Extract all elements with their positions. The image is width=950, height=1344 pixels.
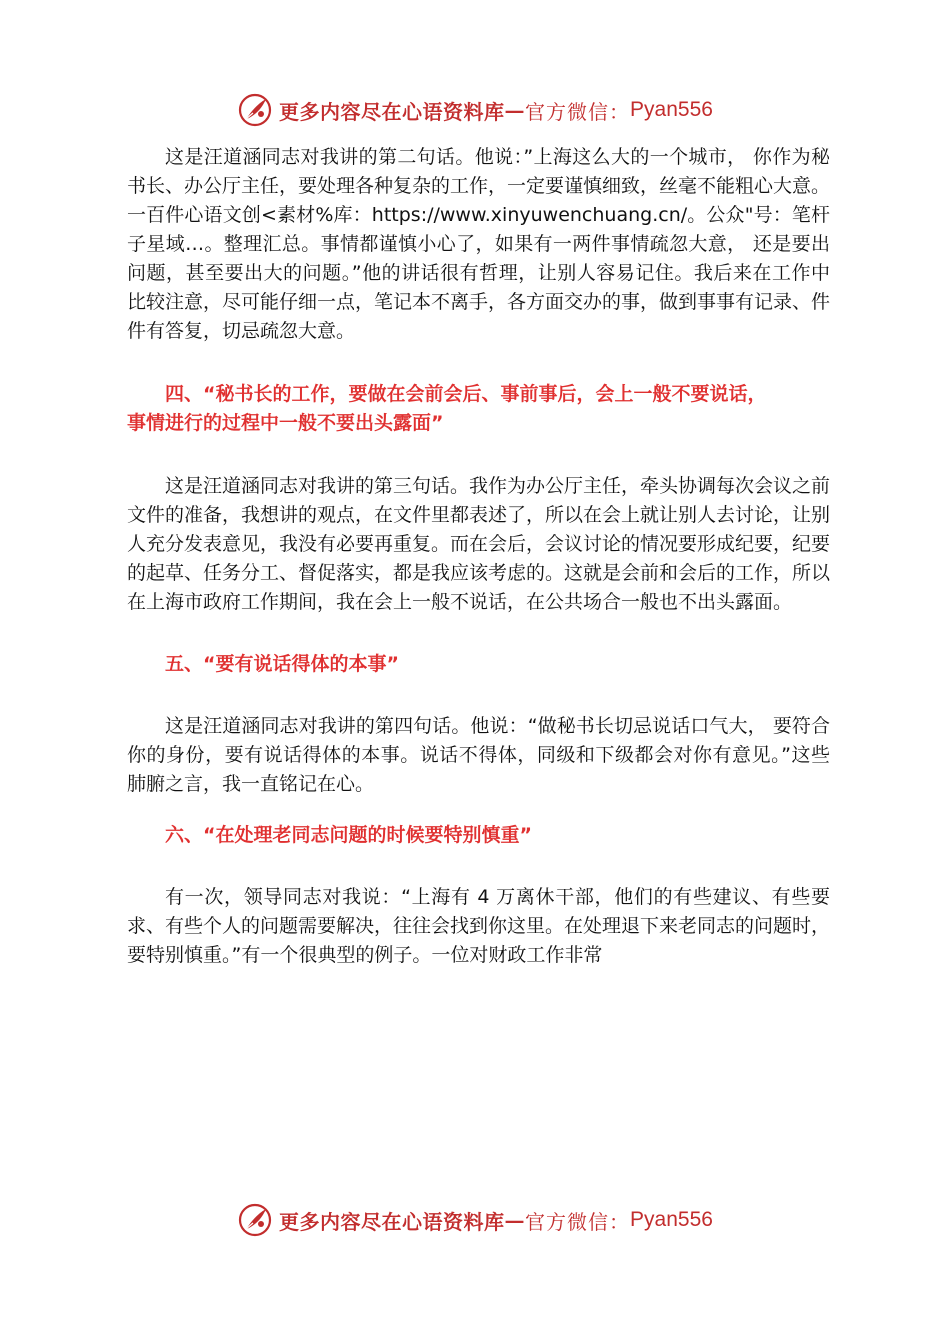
- banner-dash: —: [504, 98, 526, 122]
- quill-logo-icon: [237, 1202, 273, 1238]
- quill-logo-icon: [237, 92, 273, 128]
- section-heading-4-line-2: 事情进行的过程中一般不要出头露面”: [127, 412, 444, 434]
- document-body: [127, 143, 830, 970]
- section-heading-4: [127, 380, 830, 438]
- section-heading-4-line-1: 四、“秘书长的工作，要做在会前会后、事前事后，会上一般不要说话，: [165, 383, 767, 405]
- paragraph-1: 这是汪道涵同志对我讲的第二句话。他说：”上海这么大的一个城市， 你作为秘书长、办公厅主任，要处理各种复杂的工作，一定要谨慎细致，丝毫不能粗心大意。一百件心语文创<素材%库：https://www.xinyuwenchuang.cn/。公众"号：笔杆子星域…。整理汇总。事情都谨慎小心了，如果有一两件事情疏忽大意， 还是要出问题，甚至要出大的问题。”他的讲话很有哲理，让别人容易记住。我后来在工作中比较注意，尽可能仔细一点，笔记本不离手，各方面交办的事，做到事事有记录、件件有答复，切忌疏忽大意。: [127, 146, 831, 342]
- banner-wechat-id: Pyan556: [630, 98, 713, 121]
- section-heading-5: 五、“要有说话得体的本事”: [165, 653, 399, 675]
- paragraph-2: 这是汪道涵同志对我讲的第三句话。我作为办公厅主任，牵头协调每次会议之前文件的准备，我想讲的观点，在文件里都表述了，所以在会上就让别人去讨论，让别人充分发表意见，我没有必要再重复。而在会后，会议讨论的情况要形成纪要，纪要的起草、任务分工、督促落实，都是我应该考虑的。这就是会前和会后的工作，所以在上海市政府工作期间，我在会上一般不说话，在公共场合一般也不出头露面。: [127, 475, 831, 613]
- banner-wechat-label: 官方微信：: [525, 1209, 631, 1234]
- banner-wechat-label: 官方微信：: [525, 99, 631, 124]
- header-banner: [0, 88, 950, 132]
- section-heading-6: 六、“在处理老同志问题的时候要特别慎重”: [165, 824, 532, 846]
- banner-main-text: 更多内容尽在心语资料库: [279, 1209, 505, 1234]
- banner-main-text: 更多内容尽在心语资料库: [279, 99, 505, 124]
- banner-wechat-id: Pyan556: [630, 1208, 713, 1231]
- paragraph-4: 有一次，领导同志对我说：“上海有 4 万离休干部，他们的有些建议、有些要求、有些个人的问题需要解决，往往会找到你这里。在处理退下来老同志的问题时，要特别慎重。”有一个很典型的例子。一位对财政工作非常: [127, 886, 831, 966]
- paragraph-3: 这是汪道涵同志对我讲的第四句话。他说：“做秘书长切忌说话口气大， 要符合你的身份，要有说话得体的本事。说话不得体，同级和下级都会对你有意见。”这些肺腑之言，我一直铭记在心。: [127, 715, 830, 795]
- footer-banner: [0, 1198, 950, 1242]
- banner-dash: —: [504, 1208, 526, 1232]
